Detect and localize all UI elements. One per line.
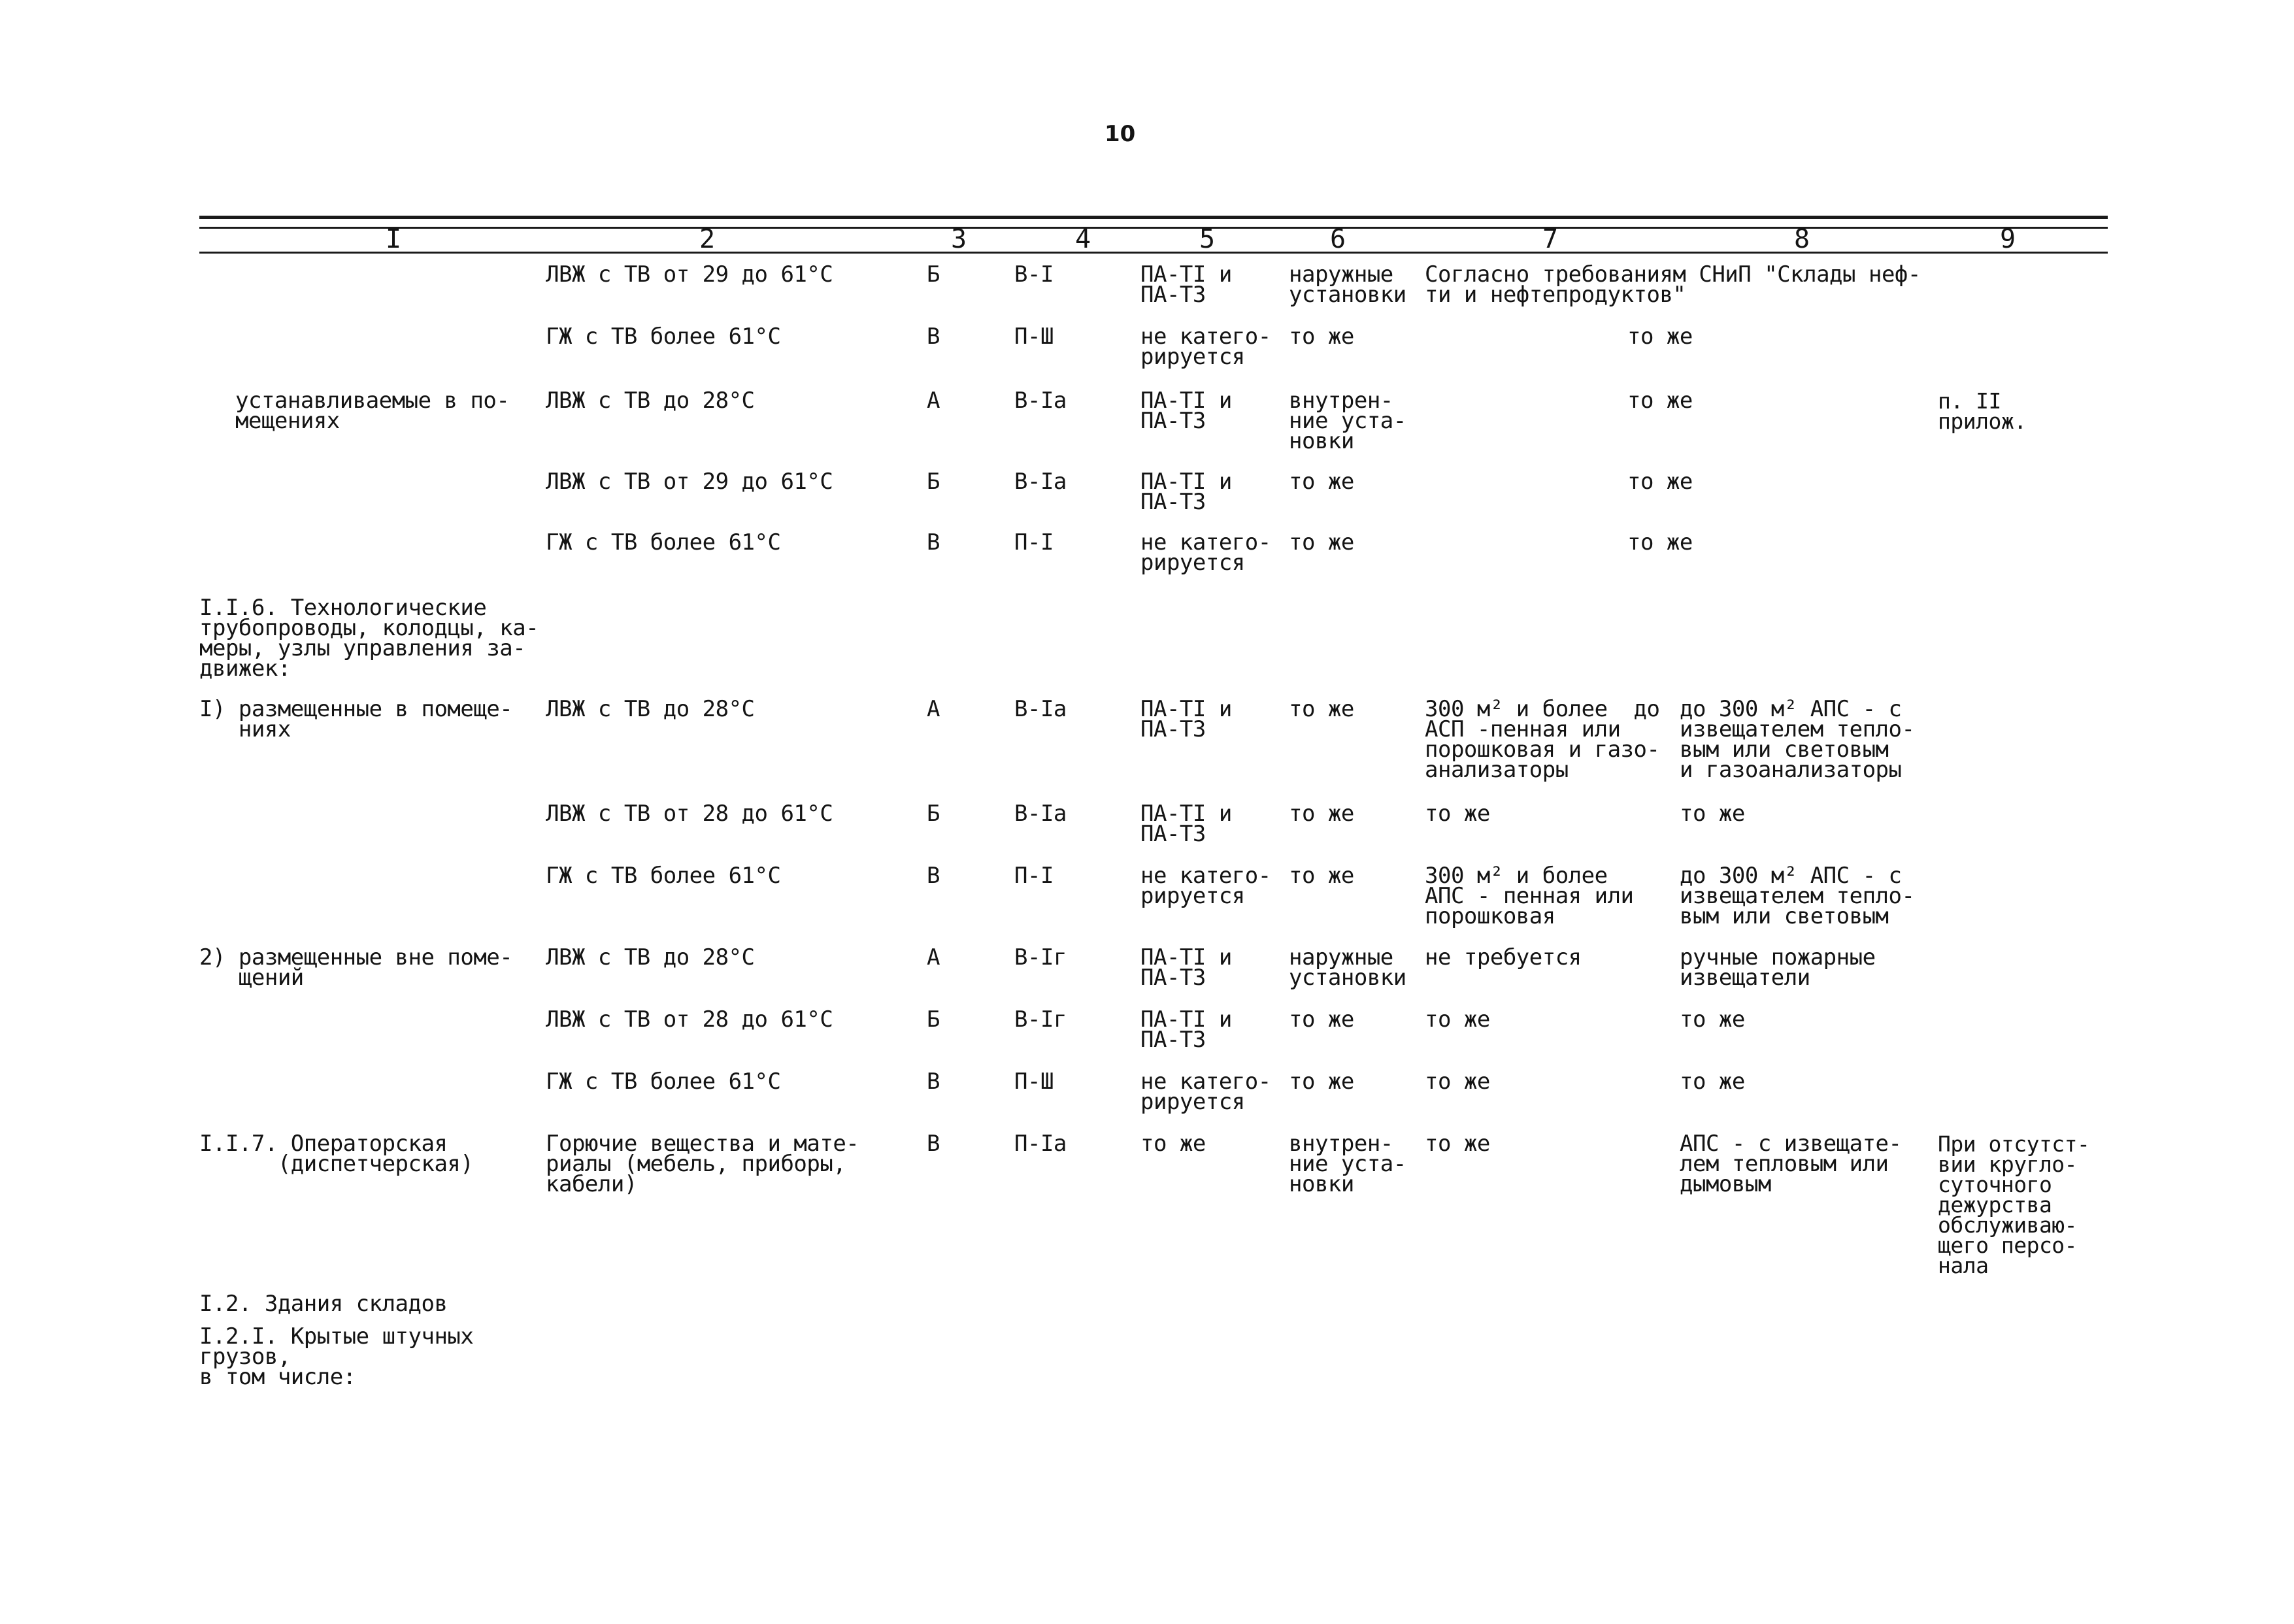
column-header-5: 5 bbox=[1199, 224, 1216, 254]
table-cell-col9: При отсутст- вии кругло- суточного дежурства обслуживаю- щего персо- нала bbox=[1938, 1131, 2090, 1278]
table-cell-col3: В bbox=[927, 529, 940, 555]
table-cell-col3: В bbox=[927, 323, 940, 350]
table-cell-col2: ЛВЖ с ТВ от 28 до 61°С bbox=[546, 801, 833, 827]
table-cell-col2: ГЖ с ТВ более 61°С bbox=[546, 1069, 781, 1095]
table-cell-col4: П-Iа bbox=[1014, 1131, 1067, 1157]
table-cell-col6: то же bbox=[1289, 863, 1354, 889]
table-cell-col1: I.I.7. Операторская (диспетчерская) bbox=[199, 1131, 474, 1177]
table-cell-col3: А bbox=[927, 388, 940, 414]
table-cell-col4: В-Iг bbox=[1014, 944, 1067, 970]
column-header-7: 7 bbox=[1542, 224, 1559, 254]
table-cell-col1: I) размещенные в помеще- ниях bbox=[199, 696, 513, 742]
table-cell-col5: не катего- рируется bbox=[1140, 529, 1271, 576]
table-cell-col7: то же bbox=[1627, 529, 1693, 555]
table-cell-col6: то же bbox=[1289, 1069, 1354, 1095]
table-cell-col3: А bbox=[927, 944, 940, 970]
table-cell-col3: В bbox=[927, 863, 940, 889]
page-number: 10 bbox=[1105, 121, 1136, 147]
table-cell-col4: П-I bbox=[1014, 863, 1054, 889]
table-cell-col3: В bbox=[927, 1069, 940, 1095]
table-cell-col3: Б bbox=[927, 469, 940, 495]
table-cell-col6: то же bbox=[1289, 323, 1354, 350]
table-top-rule bbox=[199, 216, 2108, 219]
table-cell-col4: В-I bbox=[1014, 261, 1054, 288]
table-cell-col6: то же bbox=[1289, 696, 1354, 722]
table-cell-col7: 300 м² и более АПС - пенная или порошковая bbox=[1425, 863, 1634, 929]
column-header-9: 9 bbox=[2000, 224, 2016, 254]
table-cell-col1: I.I.6. Технологические трубопроводы, колодцы, ка- меры, узлы управления за- движек: bbox=[199, 595, 539, 682]
table-cell-col4: В-Iг bbox=[1014, 1006, 1067, 1033]
table-cell-col4: П-Ш bbox=[1014, 1069, 1054, 1095]
table-cell-col8: АПС - с извещате- лем тепловым или дымовым bbox=[1680, 1131, 1902, 1197]
table-cell-col3: А bbox=[927, 696, 940, 722]
column-header-6: 6 bbox=[1330, 224, 1346, 254]
table-cell-col2: ГЖ с ТВ более 61°С bbox=[546, 863, 781, 889]
table-cell-col2: ЛВЖ с ТВ до 28°С bbox=[546, 388, 755, 414]
table-cell-col8: то же bbox=[1680, 1006, 1745, 1033]
table-cell-col4: В-Iа bbox=[1014, 696, 1067, 722]
table-top-rule-thin bbox=[199, 227, 2108, 229]
table-cell-col7: то же bbox=[1425, 801, 1490, 827]
table-cell-col5: ПА-ТI и ПА-Т3 bbox=[1140, 469, 1232, 515]
table-cell-col5: ПА-ТI и ПА-Т3 bbox=[1140, 261, 1232, 308]
table-cell-col4: В-Iа bbox=[1014, 388, 1067, 414]
table-cell-col6: наружные установки bbox=[1289, 261, 1406, 308]
table-cell-col5: ПА-ТI и ПА-Т3 bbox=[1140, 696, 1232, 742]
table-cell-col8: то же bbox=[1680, 1069, 1745, 1095]
table-cell-col2: ЛВЖ с ТВ до 28°С bbox=[546, 944, 755, 970]
table-cell-col3: Б bbox=[927, 801, 940, 827]
column-header-2: 2 bbox=[699, 224, 716, 254]
table-cell-col6: внутрен- ние уста- новки bbox=[1289, 388, 1406, 454]
table-cell-col1: I.2.I. Крытые штучных грузов, в том числе: bbox=[199, 1323, 474, 1390]
table-cell-col5: не катего- рируется bbox=[1140, 863, 1271, 909]
table-cell-col7: то же bbox=[1627, 469, 1693, 495]
table-cell-col4: В-Iа bbox=[1014, 801, 1067, 827]
table-cell-col7: то же bbox=[1627, 388, 1693, 414]
table-cell-col7: Согласно требованиям СНиП "Склады неф- ти и нефтепродуктов" bbox=[1425, 261, 1921, 308]
table-cell-col3: Б bbox=[927, 261, 940, 288]
table-cell-col6: то же bbox=[1289, 1006, 1354, 1033]
table-cell-col5: не катего- рируется bbox=[1140, 1069, 1271, 1115]
table-cell-col5: ПА-ТI и ПА-Т3 bbox=[1140, 388, 1232, 434]
table-cell-col2: ГЖ с ТВ более 61°С bbox=[546, 529, 781, 555]
table-cell-col6: то же bbox=[1289, 529, 1354, 555]
table-cell-col5: то же bbox=[1140, 1131, 1206, 1157]
table-cell-col8: ручные пожарные извещатели bbox=[1680, 944, 1876, 991]
table-cell-col6: наружные установки bbox=[1289, 944, 1406, 991]
table-cell-col2: ЛВЖ с ТВ от 28 до 61°С bbox=[546, 1006, 833, 1033]
table-cell-col1: устанавливаемые в по- мещениях bbox=[235, 388, 510, 434]
table-cell-col2: ЛВЖ с ТВ от 29 до 61°С bbox=[546, 261, 833, 288]
table-cell-col6: то же bbox=[1289, 801, 1354, 827]
table-cell-col2: ГЖ с ТВ более 61°С bbox=[546, 323, 781, 350]
table-cell-col5: ПА-ТI и ПА-Т3 bbox=[1140, 1006, 1232, 1053]
table-cell-col7: то же bbox=[1627, 323, 1693, 350]
table-cell-col6: внутрен- ние уста- новки bbox=[1289, 1131, 1406, 1197]
table-cell-col3: Б bbox=[927, 1006, 940, 1033]
table-cell-col8: до 300 м² АПС - с извещателем тепло- вым или световым bbox=[1680, 863, 1915, 929]
table-cell-col1: I.2. Здания складов bbox=[199, 1291, 448, 1317]
table-cell-col2: ЛВЖ с ТВ до 28°С bbox=[546, 696, 755, 722]
table-cell-col7: то же bbox=[1425, 1131, 1490, 1157]
table-cell-col9: п. II прилож. bbox=[1938, 388, 2027, 434]
table-cell-col8: то же bbox=[1680, 801, 1745, 827]
table-cell-col5: не катего- рируется bbox=[1140, 323, 1271, 370]
table-cell-col6: то же bbox=[1289, 469, 1354, 495]
table-cell-col3: В bbox=[927, 1131, 940, 1157]
table-cell-col7: не требуется bbox=[1425, 944, 1582, 970]
column-header-1: I bbox=[386, 224, 402, 254]
table-cell-col1: 2) размещенные вне поме- щений bbox=[199, 944, 513, 991]
column-header-3: 3 bbox=[951, 224, 967, 254]
table-cell-col4: П-Ш bbox=[1014, 323, 1054, 350]
table-cell-col5: ПА-ТI и ПА-Т3 bbox=[1140, 944, 1232, 991]
table-cell-col7: 300 м² и более до АСП -пенная или порошковая и газо- анализаторы bbox=[1425, 696, 1660, 783]
table-cell-col2: Горючие вещества и мате- риалы (мебель, приборы, кабели) bbox=[546, 1131, 859, 1197]
table-cell-col8: до 300 м² АПС - с извещателем тепло- вым или световым и газоанализаторы bbox=[1680, 696, 1915, 783]
table-cell-col7: то же bbox=[1425, 1069, 1490, 1095]
table-header-underline bbox=[199, 252, 2108, 254]
column-header-4: 4 bbox=[1075, 224, 1091, 254]
table-cell-col2: ЛВЖ с ТВ от 29 до 61°С bbox=[546, 469, 833, 495]
table-cell-col5: ПА-ТI и ПА-Т3 bbox=[1140, 801, 1232, 847]
column-header-8: 8 bbox=[1794, 224, 1810, 254]
table-cell-col7: то же bbox=[1425, 1006, 1490, 1033]
table-cell-col4: В-Iа bbox=[1014, 469, 1067, 495]
table-cell-col4: П-I bbox=[1014, 529, 1054, 555]
